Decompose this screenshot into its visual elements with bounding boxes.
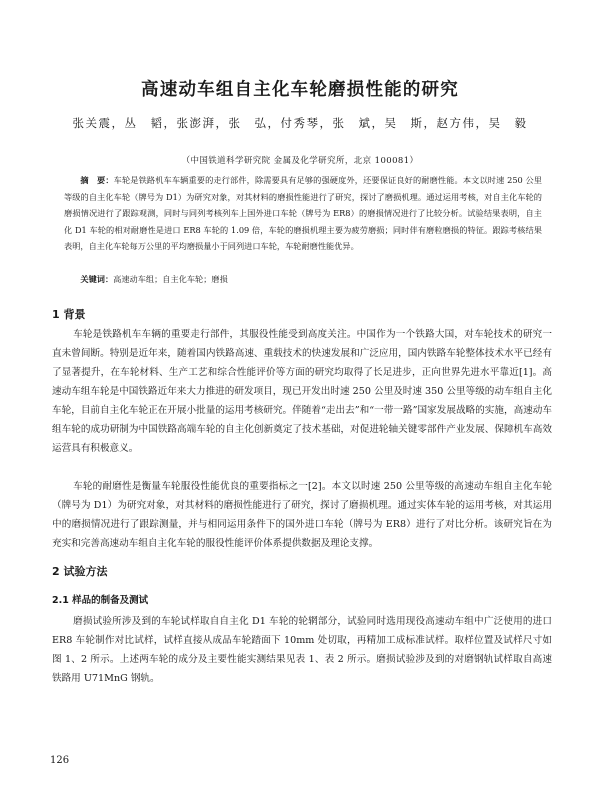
section-2-1-paragraph: 磨损试验所涉及到的车轮试样取自自主化 D1 车轮的轮辋部分，试验同时选用现役高速动车组中广泛使用的进口 ER8 车轮制作对比试样，试样直接从成品车轮踏面下 10mm 处切取，再精加工成标准试样。取样位置及试样尺寸如图 1、2 所示。上述两车轮的成分及主要性能实测结果见表 1、表 2 所示。磨损试验涉及到的对磨钢轨试样取自高速铁路用 U71MnG 钢轨。 [52,616,552,684]
keywords [64,271,542,287]
keywords-label: 关键词： [80,274,114,284]
section-1-heading: 1 背景 [52,308,86,321]
abstract [64,172,542,255]
affiliation: （中国铁道科学研究院 金属及化学研究所，北京 100081） [181,156,419,166]
author-list: 张关震，丛 韬，张澎湃，张 弘，付秀琴，张 斌，吴 斯，赵方伟，吴 毅 [72,116,528,130]
keywords-text: 高速动车组；自主化车轮；磨损 [113,274,228,284]
section-1-paragraph-1: 车轮是铁路机车车辆的重要走行部件，其服役性能受到高度关注。中国作为一个铁路大国，对车轮技术的研究一直未曾间断。特别是近年来，随着国内铁路高速、重载技术的快速发展和广泛应用，国内铁路车轮整体技术水平已经有了显著提升，在车轮材料、生产工艺和综合性能评价等方面的研究均取得了长足进步，正向世界先进水平靠近[1]。高速动车组车轮是中国铁路近年来大力推进的研发项目，现已开发出时速 250 公里及时速 350 公里等级的动车组自主化车轮，目前自主化车轮正在开展小批量的运用考核研究。伴随着“走出去”和“一带一路”国家发展战略的实施，高速动车组车轮的成功研制为中国铁路高端车轮的自主化创新奠定了技术基础，对促进轮轴关键零部件产业发展、保障机车高效运营具有积极意义。 [52,329,552,454]
section-1-paragraph-2: 车轮的耐磨性是衡量车轮服役性能优良的重要指标之一[2]。本文以时速 250 公里等级的高速动车组自主化车轮（牌号为 D1）为研究对象，对其材料的磨损性能进行了研究，探讨了磨损机理。通过实体车轮的运用考核，对其运用中的磨损情况进行了跟踪测量，并与相同运用条件下的国外进口车轮（牌号为 ER8）进行了对比分析。该研究旨在为充实和完善高速动车组自主化车轮的服役性能评价体系提供数据及理论支撑。 [52,481,552,549]
abstract-label: 摘 要： [80,175,114,185]
section-2-1-heading: 2.1 样品的制备及测试 [52,595,149,606]
abstract-text: 车轮是铁路机车车辆重要的走行部件，除需要具有足够的强硬度外，还要保证良好的耐磨性能。本文以时速 250 公里等级的自主化车轮（牌号为 D1）为研究对象，对其材料的磨损性能进行了研究，探讨了磨损机理。通过运用考核，对自主化车轮的磨损情况进行了跟踪观测，同时与同列考核列车上国外进口车轮（牌号为 ER8）的磨损情况进行了比较分析。试验结果表明，自主化 D1 车轮的相对耐磨性是进口 ER8 车轮的 1.09 倍，车轮的磨损机理主要为疲劳磨损；同时伴有磨粒磨损的特征。跟踪考核结果表明，自主化车轮每万公里的平均磨损量小于同列进口车轮，车轮耐磨性能优异。 [64,175,542,251]
paper-title: 高速动车组自主化车轮磨损性能的研究 [141,80,459,100]
section-2-heading: 2 试验方法 [52,565,108,578]
page-number: 126 [50,755,70,766]
